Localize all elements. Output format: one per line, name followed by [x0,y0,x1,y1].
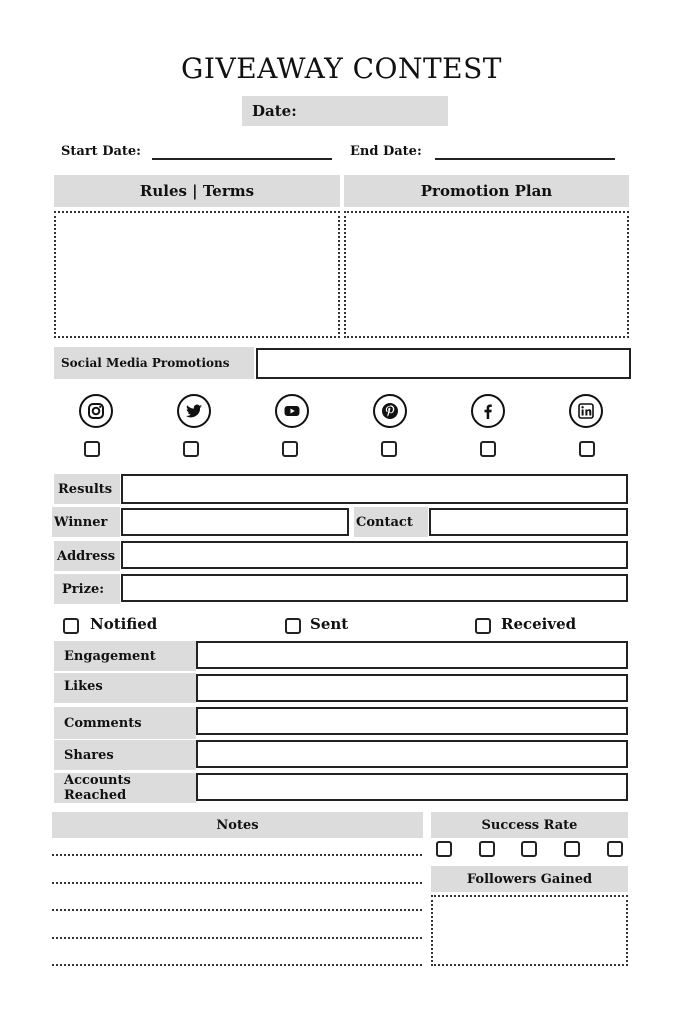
start-date-label: Start Date: [61,143,141,159]
success-rate-header: Success Rate [431,812,628,838]
rules-terms-box[interactable] [54,211,340,338]
end-date-input[interactable] [435,146,615,160]
notified-checkbox[interactable] [63,618,79,634]
accounts-reached-input[interactable] [196,773,628,801]
instagram-icon [79,394,113,428]
success-rate-checkbox[interactable] [607,841,623,857]
notes-line[interactable] [52,931,422,939]
promotion-plan-box[interactable] [344,211,629,338]
notes-line[interactable] [52,876,422,884]
success-rate-checkbox[interactable] [436,841,452,857]
followers-gained-header: Followers Gained [431,866,628,892]
address-label: Address [54,541,120,571]
promotion-plan-header: Promotion Plan [344,175,629,207]
linkedin-checkbox[interactable] [579,441,595,457]
success-rate-checkbox[interactable] [479,841,495,857]
address-input[interactable] [121,541,628,569]
facebook-icon [471,394,505,428]
pinterest-checkbox[interactable] [381,441,397,457]
winner-label: Winner [52,507,120,537]
date-field[interactable] [242,96,448,126]
followers-gained-box[interactable] [431,895,628,966]
notes-line[interactable] [52,903,422,911]
contact-label: Contact [354,507,428,537]
instagram-checkbox[interactable] [84,441,100,457]
winner-input[interactable] [121,508,349,536]
linkedin-icon [569,394,603,428]
sent-checkbox[interactable] [285,618,301,634]
shares-label: Shares [54,740,196,770]
engagement-input[interactable] [196,641,628,669]
shares-input[interactable] [196,740,628,768]
received-checkbox[interactable] [475,618,491,634]
twitter-icon [177,394,211,428]
sent-label: Sent [310,615,349,633]
received-label: Received [501,615,577,633]
social-media-promotions-input[interactable] [256,348,631,379]
success-rate-checkbox[interactable] [564,841,580,857]
twitter-checkbox[interactable] [183,441,199,457]
prize-input[interactable] [121,574,628,602]
notes-header: Notes [52,812,423,838]
page-title: GIVEAWAY CONTEST [181,52,502,85]
rules-terms-header: Rules | Terms [54,175,340,207]
results-label: Results [54,474,120,504]
success-rate-checkbox[interactable] [521,841,537,857]
start-date-input[interactable] [152,146,332,160]
youtube-icon [275,394,309,428]
date-label: Date: [252,102,297,120]
likes-input[interactable] [196,674,628,702]
end-date-label: End Date: [350,143,422,159]
notes-line[interactable] [52,958,422,966]
results-input[interactable] [121,474,628,504]
likes-label: Likes [54,673,196,703]
notified-label: Notified [90,615,158,633]
engagement-label: Engagement [54,641,196,671]
social-media-promotions-label: Social Media Promotions [54,347,254,379]
youtube-checkbox[interactable] [282,441,298,457]
comments-label: Comments [54,707,196,739]
prize-label: Prize: [54,574,120,604]
facebook-checkbox[interactable] [480,441,496,457]
contact-input[interactable] [429,508,628,536]
comments-input[interactable] [196,707,628,735]
notes-line[interactable] [52,848,422,856]
pinterest-icon [373,394,407,428]
accounts-reached-label: Accounts Reached [54,773,196,803]
